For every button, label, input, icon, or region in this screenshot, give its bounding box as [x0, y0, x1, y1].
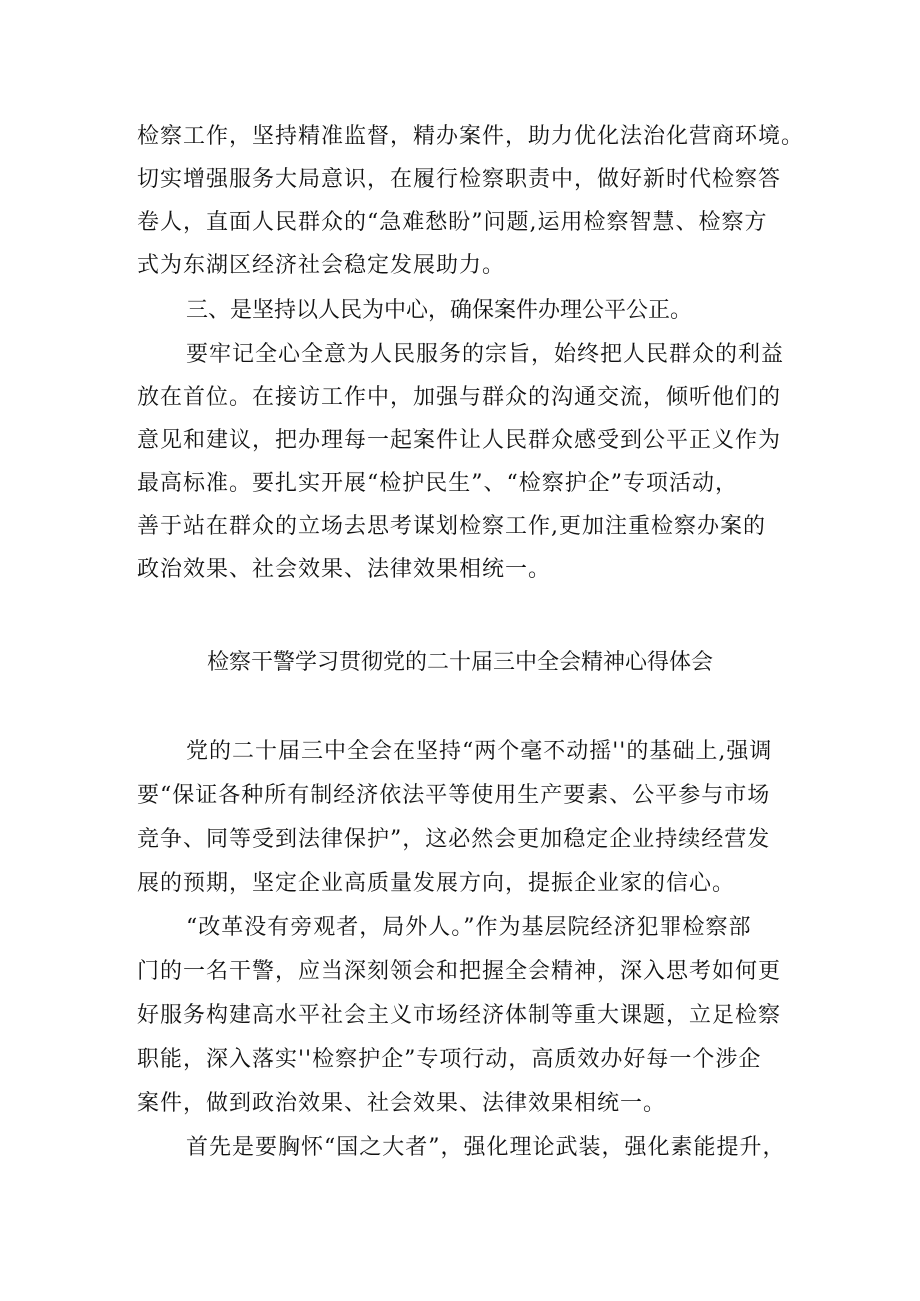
para2-line-1: “改革没有旁观者，局外人。”作为基层院经济犯罪检察部: [186, 915, 752, 940]
para2-line-5: 案件，做到政治效果、社会效果、法律效果相统一。: [137, 1091, 667, 1116]
section2-line-5: 善于站在群众的立场去思考谋划检察工作,更加注重检察办案的: [137, 514, 766, 539]
para3-line-1: 首先是要胸怀“国之大者”，强化理论武装，强化素能提升，: [186, 1135, 786, 1160]
section1-line-3: 卷人，直面人民群众的“急难愁盼”问题,运用检察智慧、检察方: [137, 210, 768, 235]
para1-line-4: 展的预期，坚定企业高质量发展方向，提振企业家的信心。: [137, 871, 736, 896]
para2-line-3: 好服务构建高水平社会主义市场经济体制等重大课题，立足检察: [137, 1003, 782, 1028]
section2-line-4: 最高标准。要扎实开展“检护民生”、“检察护企”专项活动，: [137, 471, 738, 496]
section2-heading: 三、是坚持以人民为中心，确保案件办理公平公正。: [186, 298, 693, 323]
section2-line-2: 放在首位。在接访工作中，加强与群众的沟通交流，倾听他们的: [137, 385, 782, 410]
para2-line-4: 职能，深入落实''检察护企”专项行动，高质效办好每一个涉企: [137, 1047, 762, 1072]
section2-line-6: 政治效果、社会效果、法律效果相统一。: [137, 557, 552, 582]
para1-line-2: 要“保证各种所有制经济依法平等使用生产要素、公平参与市场: [137, 783, 771, 808]
section1-line-4: 式为东湖区经济社会稳定发展助力。: [137, 253, 506, 278]
section1-line-1: 检察工作，坚持精准监督，精办案件，助力优化法治化营商环境。: [137, 124, 805, 149]
section1-line-2: 切实增强服务大局意识，在履行检察职责中，做好新时代检察答: [137, 167, 782, 192]
section2-line-1: 要牢记全心全意为人民服务的宗旨，始终把人民群众的利益: [186, 342, 785, 367]
para1-line-1: 党的二十届三中全会在坚持“两个毫不动摇''的基础上,强调: [186, 739, 773, 764]
para2-line-2: 门的一名干警，应当深刻领会和把握全会精神，深入思考如何更: [137, 959, 782, 984]
article-title: 检察干警学习贯彻党的二十届三中全会精神心得体会: [206, 650, 713, 675]
section2-line-3: 意见和建议，把办理每一起案件让人民群众感受到公平正义作为: [137, 428, 782, 453]
para1-line-3: 竞争、同等受到法律保护”，这必然会更加稳定企业持续经营发: [137, 827, 771, 852]
